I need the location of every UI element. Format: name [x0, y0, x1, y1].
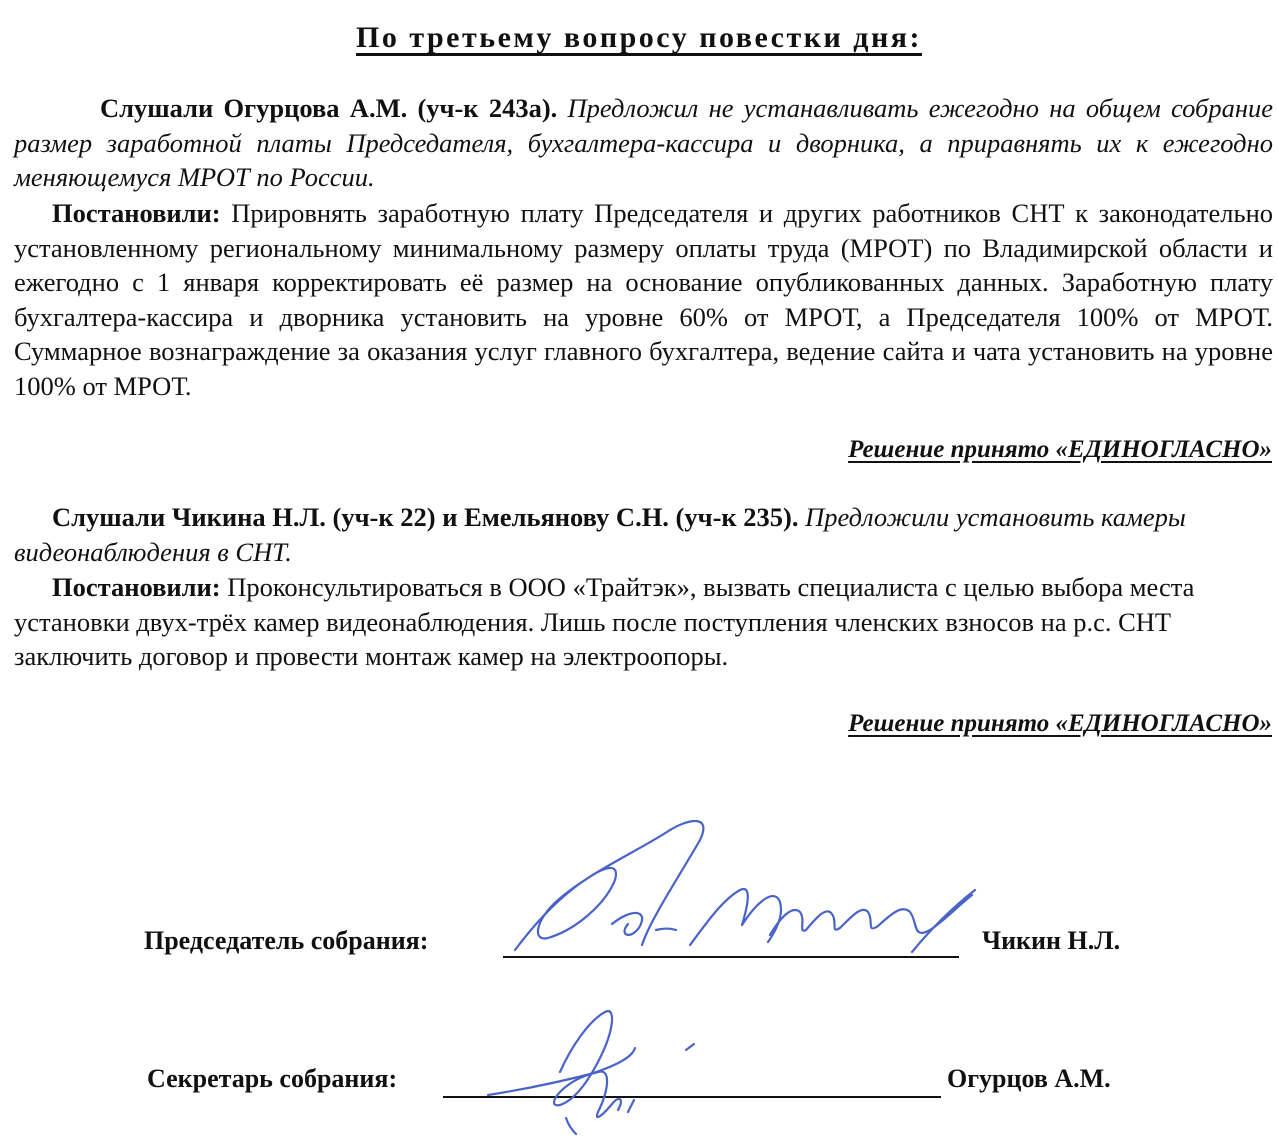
- chairman-name: Чикин Н.Л.: [982, 926, 1121, 955]
- item1-resolved-paragraph: [14, 196, 1273, 403]
- item2-resolved-label: Постановили:: [52, 572, 221, 602]
- chairman-signature-stroke: [515, 821, 703, 950]
- section-heading: По третьему вопросу повестки дня:: [356, 21, 922, 54]
- item1-decision: Решение принято «ЕДИНОГЛАСНО»: [848, 436, 1272, 463]
- item1-heard-text: Предложил не устанавливать ежегодно на общем собрание размер заработной платы Председателя, бухгалтера-кассира и дворника, а приравнять их к ежегодно меняющемуся МРОТ по России.: [14, 93, 1274, 192]
- item2-decision: Решение принято «ЕДИНОГЛАСНО»: [848, 710, 1272, 737]
- chairman-signature-line: [503, 956, 959, 958]
- item1-resolved-label: Постановили:: [52, 198, 221, 228]
- chairman-signature-stroke: [612, 913, 676, 935]
- chairman-signature-stroke: [690, 889, 781, 945]
- secretary-signature-line: [443, 1096, 941, 1098]
- item2-heard-label: Слушали Чикина Н.Л. (уч-к 22) и Емельянову С.Н. (уч-к 235).: [52, 502, 799, 532]
- secretary-signature-stroke: [554, 1011, 635, 1105]
- secretary-label: Секретарь собрания:: [147, 1064, 398, 1093]
- secretary-name: Огурцов А.М.: [947, 1064, 1111, 1093]
- chairman-signature-stroke: [912, 890, 975, 952]
- item1-heard-label: Слушали Огурцова А.М. (уч-к 243а).: [100, 93, 558, 123]
- item2-resolved-paragraph: [14, 570, 1246, 674]
- chairman-label: Председатель собрания:: [144, 926, 429, 955]
- item2-heard-text: Предложили установить камеры видеонаблюдения в СНТ.: [14, 502, 1186, 567]
- secretary-signature-stroke: [566, 1044, 694, 1134]
- item1-resolved-text: Прировнять заработную плату Председателя и других работников СНТ к законодательно установленному региональному минимальному размеру оплаты труда (МРОТ) по Владимирской области и ежегодно с 1 января корректировать её размер на основание опубликованных данных. Заработную плату бухгалтера-кассира и дворника установить на уровне 60% от МРОТ, а Председателя 100% от МРОТ. Суммарное вознаграждение за оказания услуг главного бухгалтера, ведение сайта и чата установить на уровне 100% от МРОТ.: [14, 198, 1274, 401]
- chairman-signature-stroke: [770, 895, 972, 935]
- item2-resolved-text: Проконсультироваться в ООО «Трайтэк», вызвать специалиста с целью выбора места установки двух-трёх камер видеонаблюдения. Лишь после поступления членских взносов на р.с. СНТ заключить договор и провести монтаж камер на электроопоры.: [14, 572, 1195, 671]
- item1-heard-paragraph: [14, 91, 1273, 195]
- item2-heard-paragraph: [14, 500, 1246, 569]
- secretary-signature-stroke: [488, 1072, 621, 1117]
